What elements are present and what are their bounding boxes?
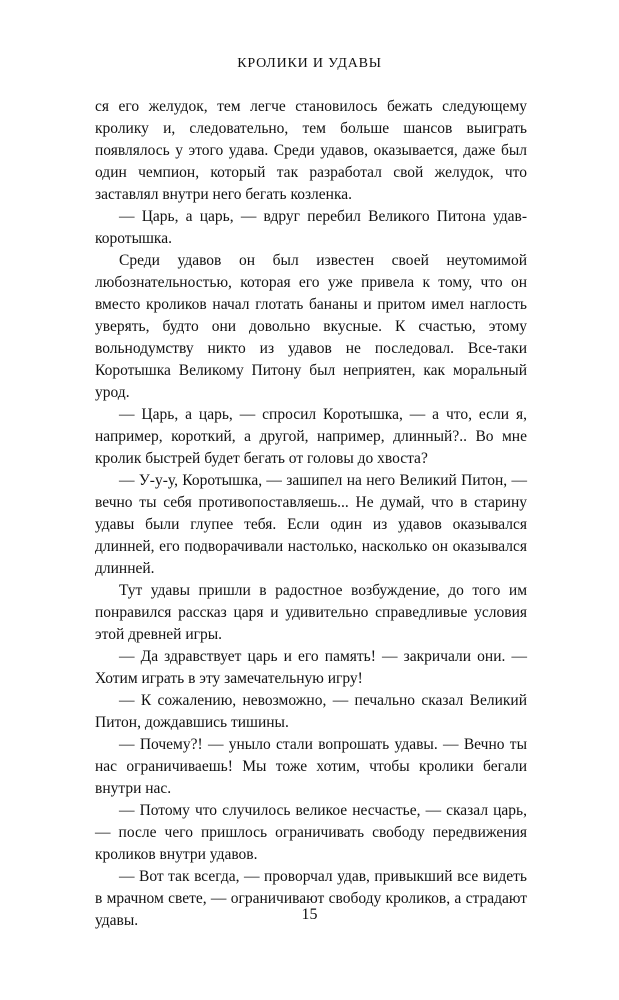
paragraph-6: Тут удавы пришли в радостное возбуждение, до того им понравился рассказ царя и удивительно справедливые условия этой древней игры. [95, 582, 527, 643]
paragraph-7: — Да здравствует царь и его память! — закричали они. — Хотим играть в эту замечательную игру! [95, 648, 527, 687]
paragraph-9: — Почему?! — уныло стали вопрошать удавы. — Вечно ты нас ограничиваешь! Мы тоже хотим, чтобы кролики бегали внутри нас. [95, 736, 527, 797]
paragraph-8: — К сожалению, невозможно, — печально сказал Великий Питон, дождавшись тишины. [95, 692, 527, 731]
paragraph-2: — Царь, а царь, — вдруг перебил Великого Питона удав-коротышка. [95, 208, 527, 247]
page-number: 15 [301, 906, 318, 923]
paragraph-4: — Царь, а царь, — спросил Коротышка, — а что, если я, например, короткий, а другой, например, длинный?.. Во мне кролик быстрей будет бегать от головы до хвоста? [95, 406, 527, 467]
body-text [95, 96, 527, 932]
paragraph-1: ся его желудок, тем легче становилось бежать следующему кролику и, следовательно, тем больше шансов выиграть появлялось у этого удава. Среди удавов, оказывается, даже был один чемпион, который так разработал свой желудок, что заставлял внутри него бегать козленка. [95, 98, 527, 203]
paragraph-10: — Потому что случилось великое несчастье, — сказал царь, — после чего пришлось ограничивать свободу передвижения кроликов внутри удавов. [95, 802, 527, 863]
running-header: КРОЛИКИ И УДАВЫ [237, 56, 382, 71]
paragraph-11: — Вот так всегда, — проворчал удав, привыкший все видеть в мрачном свете, — ограничивают свободу кроликов, а страдают удавы. [95, 868, 527, 929]
paragraph-3: Среди удавов он был известен своей неутомимой любознательностью, которая его уже привела к тому, что он вместо кроликов начал глотать бананы и притом имел наглость уверять, будто они довольно вкусные. К счастью, этому вольнодумству никто из удавов не последовал. Все-таки Коротышка Великому Питону был неприятен, как моральный урод. [95, 252, 527, 401]
paragraph-5: — У-у-у, Коротышка, — зашипел на него Великий Питон, — вечно ты себя противопоставляешь... Не думай, что в старину удавы были глупее тебя. Если один из удавов оказывался длинней, его подворачивали настолько, насколько он оказывался длинней. [95, 472, 527, 577]
